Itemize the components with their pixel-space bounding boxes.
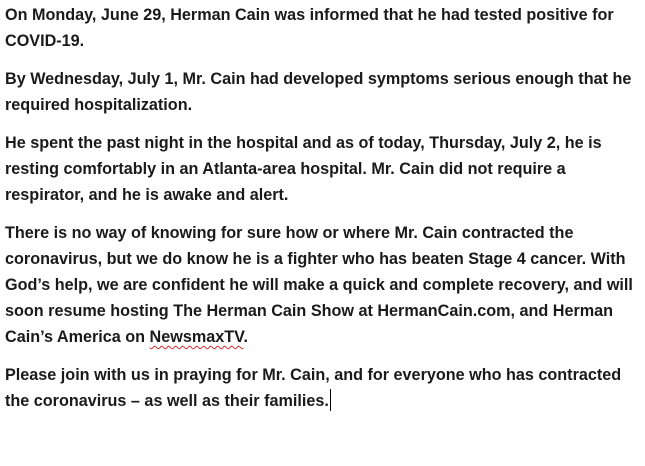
- paragraph-4: [5, 220, 637, 350]
- paragraph-5-text: Please join with us in praying for Mr. Cain, and for everyone who has contracted the coronavirus – as well as their families.: [5, 366, 622, 410]
- paragraph-1: [5, 2, 637, 54]
- paragraph-1-text: On Monday, June 29, Herman Cain was informed that he had tested positive for COVID-19.: [5, 6, 614, 50]
- paragraph-2: [5, 66, 637, 118]
- paragraph-5: [5, 362, 637, 414]
- paragraph-2-text: By Wednesday, July 1, Mr. Cain had developed symptoms serious enough that he required hospitalization.: [5, 70, 632, 114]
- text-cursor: [330, 389, 331, 411]
- paragraph-4-end: .: [243, 328, 248, 346]
- spellcheck-flagged-word[interactable]: NewsmaxTV: [149, 328, 244, 346]
- paragraph-3: [5, 130, 637, 208]
- paragraph-3-text: He spent the past night in the hospital and as of today, Thursday, July 2, he is resting comfortably in an Atlanta-area hospital. Mr. Cain did not require a respirator, and he is awake and alert.: [5, 134, 602, 204]
- paragraph-4-text: There is no way of knowing for sure how or where Mr. Cain contracted the coronavirus, but we do know he is a fighter who has beaten Stage 4 cancer. With God’s help, we are confident he will make a quick and complete recovery, and will soon resume hosting The Herman Cain Show at HermanCain.com, and Herman Cain’s America on: [5, 224, 633, 346]
- document-body[interactable]: [5, 2, 637, 426]
